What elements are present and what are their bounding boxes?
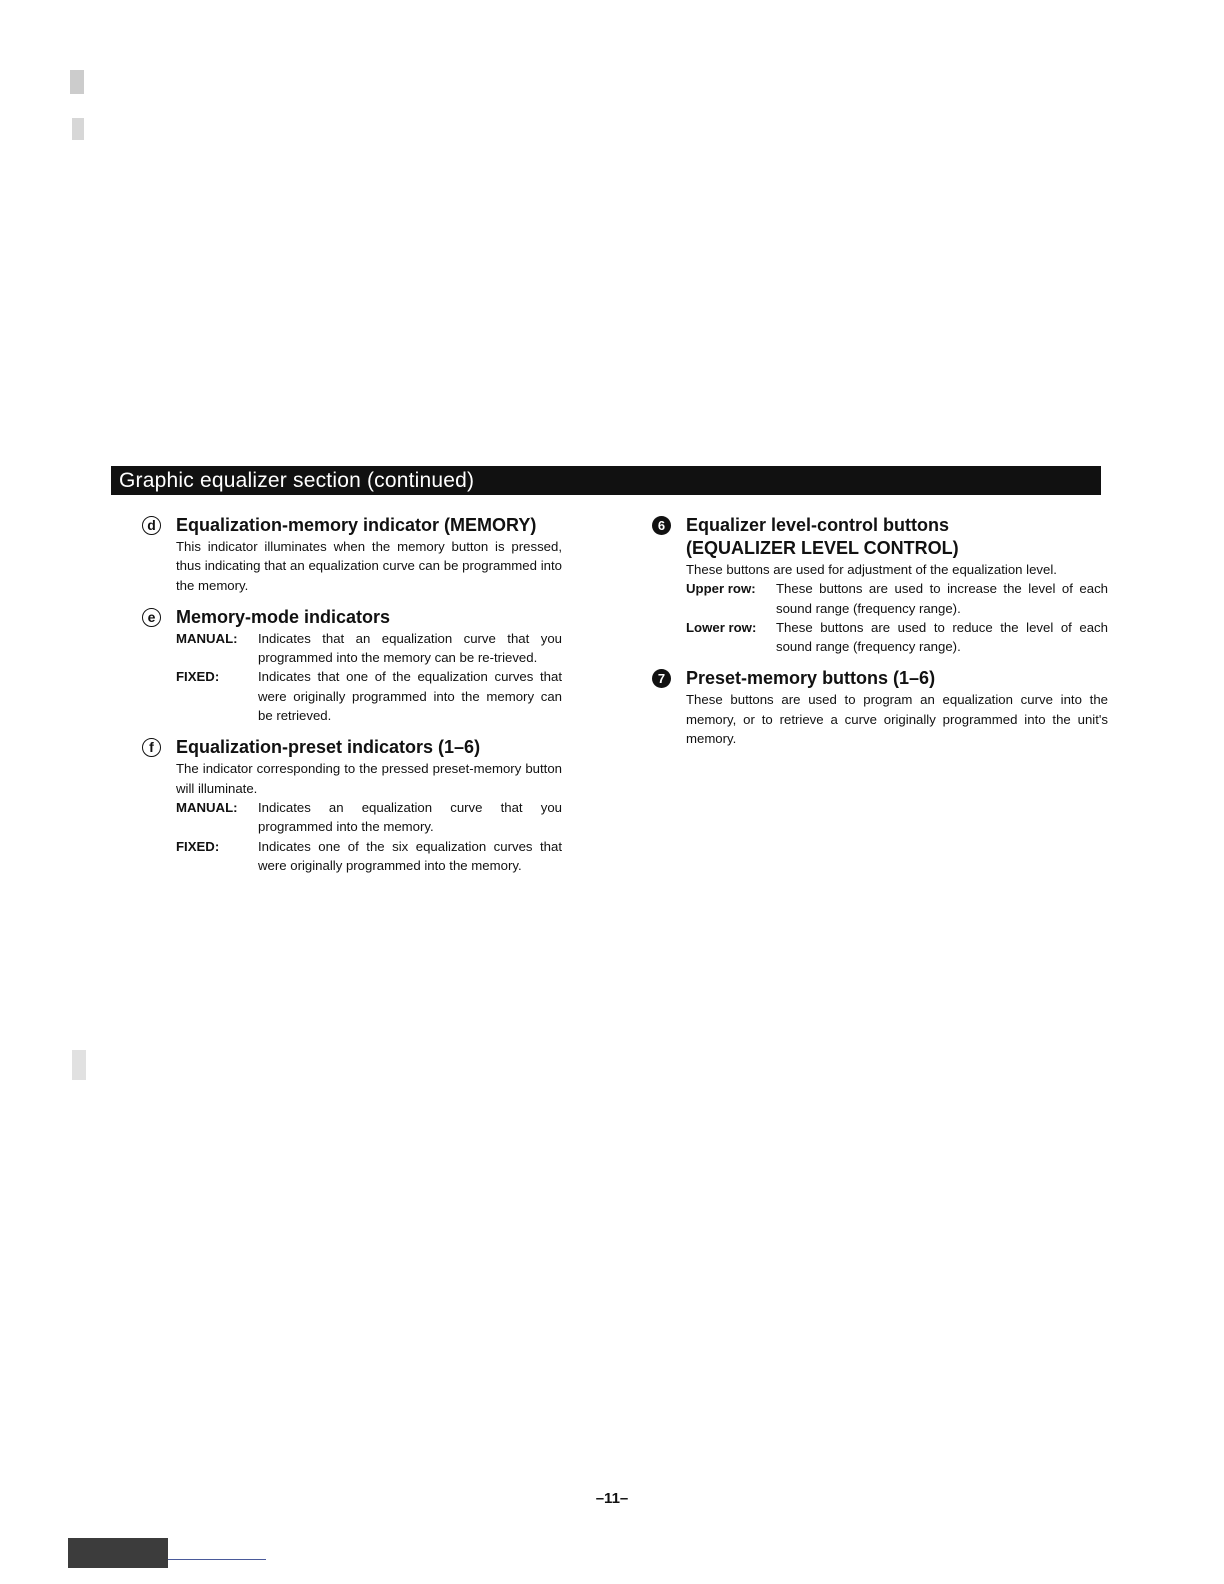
- scan-speck: [72, 1050, 86, 1080]
- memory-mode-heading: Memory-mode indicators: [176, 606, 391, 627]
- memory-mode-manual-definition: [176, 629, 562, 668]
- definition-text: Indicates that an equalization curve that you programmed into the memory can be re-trieved.: [258, 630, 562, 666]
- definition-text: These buttons are used to increase the level of each sound range (frequency range).: [776, 581, 1108, 616]
- definition-term: MANUAL:: [176, 630, 238, 646]
- scan-speck: [70, 70, 84, 94]
- definition-term: MANUAL:: [176, 799, 238, 815]
- preset-indicators-manual-definition: [176, 798, 562, 837]
- definition-term: FIXED:: [176, 838, 220, 854]
- preset-indicators-fixed-definition: [176, 837, 562, 876]
- definition-text: Indicates that one of the equalization curves that were originally programmed into the memory can be retrieved.: [258, 669, 562, 724]
- definition-term: Lower row:: [686, 619, 757, 635]
- preset-buttons-section: [652, 667, 1108, 748]
- level-control-section: [652, 514, 1108, 656]
- lower-row-definition: [686, 618, 1108, 657]
- preset-indicators-description: The indicator corresponding to the pressed preset-memory button will illuminate.: [176, 761, 562, 796]
- marker-7-icon: 7: [652, 669, 671, 688]
- memory-indicator-heading: Equalization-memory indicator (MEMORY): [176, 515, 537, 535]
- definition-term: Upper row:: [686, 581, 756, 597]
- preset-buttons-heading: Preset-memory buttons (1–6): [686, 668, 936, 689]
- memory-indicator-description: This indicator illuminates when the memory button is pressed, thus indicating that an equalization curve can be programmed into the memory.: [176, 539, 562, 593]
- marker-6-icon: 6: [652, 516, 671, 535]
- memory-mode-section: [142, 606, 562, 725]
- definition-text: Indicates one of the six equalization curves that were originally programmed into the memory.: [258, 838, 562, 873]
- definition-text: Indicates an equalization curve that you programmed into the memory.: [258, 799, 562, 835]
- upper-row-definition: [686, 579, 1108, 618]
- memory-indicator-section: [142, 514, 562, 595]
- level-control-subheading: (EQUALIZER LEVEL CONTROL): [686, 538, 959, 558]
- preset-indicators-heading: Equalization-preset indicators (1–6): [176, 737, 481, 758]
- memory-mode-fixed-definition: [176, 667, 562, 725]
- section-banner: Graphic equalizer section (continued): [111, 466, 1101, 495]
- marker-e-icon: e: [142, 608, 161, 627]
- marker-f-icon: f: [142, 738, 161, 757]
- left-column: [142, 514, 562, 886]
- scan-line: [168, 1559, 266, 1560]
- level-control-heading: Equalizer level-control buttons: [686, 515, 950, 535]
- scan-speck: [72, 118, 84, 140]
- definition-term: FIXED:: [176, 669, 220, 685]
- preset-buttons-description: These buttons are used to program an equalization curve into the memory, or to retrieve a curve originally programmed into the unit's memory.: [686, 692, 1108, 747]
- page-number: –11–: [595, 1490, 629, 1507]
- marker-d-icon: d: [142, 516, 161, 535]
- preset-indicators-section: [142, 736, 562, 875]
- definition-text: These buttons are used to reduce the level of each sound range (frequency range).: [776, 619, 1108, 655]
- right-column: [652, 514, 1108, 759]
- level-control-description: These buttons are used for adjustment of the equalization level.: [686, 562, 1057, 577]
- scan-speck: [68, 1538, 168, 1568]
